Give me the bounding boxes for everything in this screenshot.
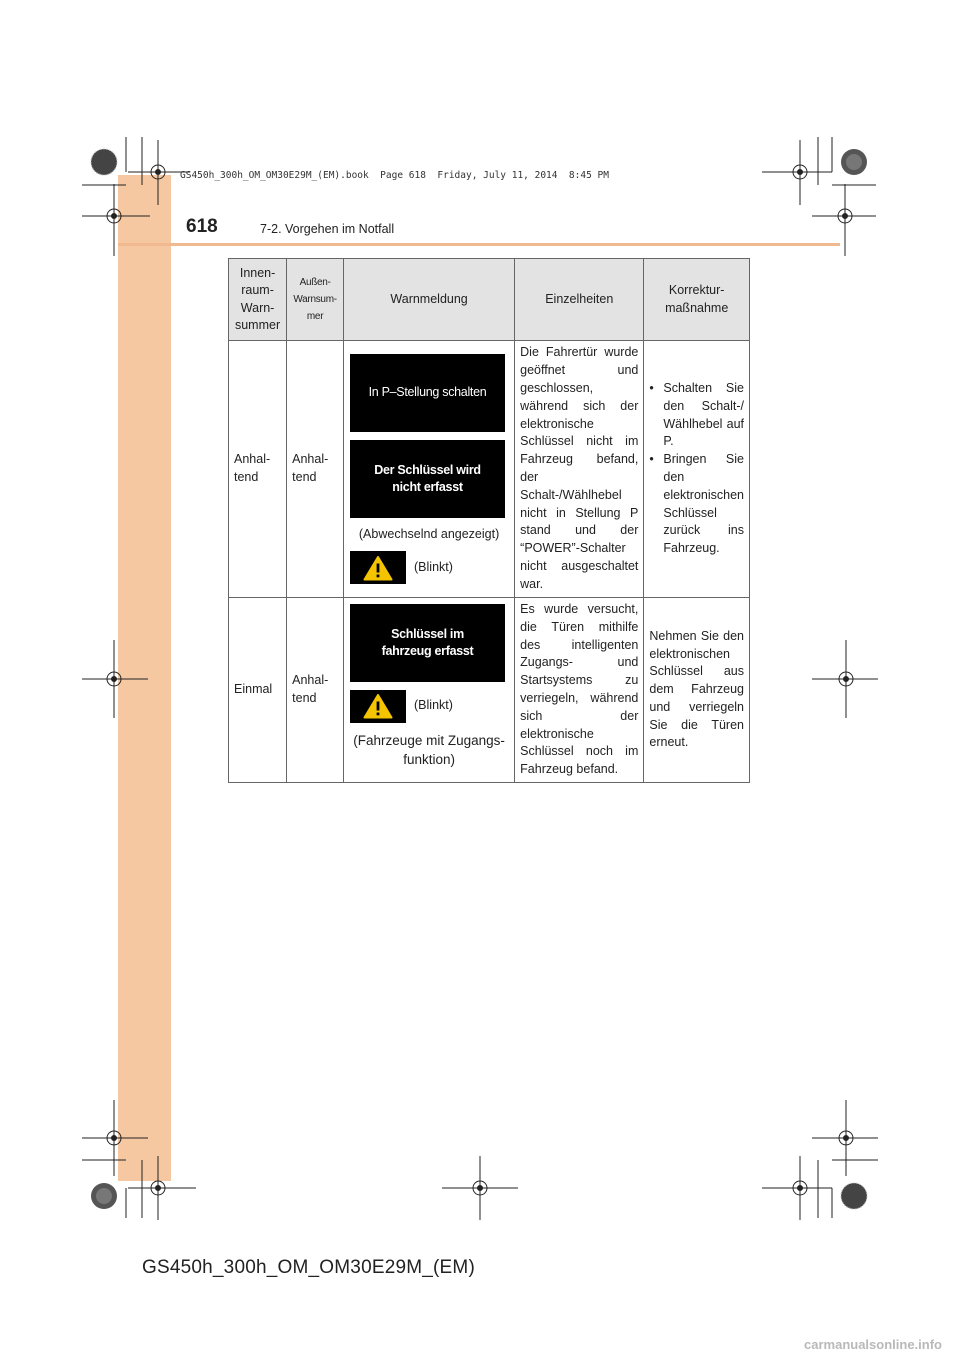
warning-table — [228, 258, 750, 783]
vehicle-variant-note: (Fahrzeuge mit Zugangs- funktion) — [353, 732, 505, 767]
action-item: • Schalten Sie den Schalt-/ Wählhebel auf P. — [649, 380, 744, 451]
site-watermark: carmanualsonline.info — [804, 1337, 942, 1352]
blink-label: (Blinkt) — [414, 698, 453, 713]
header-warning-message: Warnmeldung — [344, 259, 515, 341]
warning-message-cell — [344, 341, 515, 598]
page-number: 618 — [186, 216, 218, 237]
header-exterior-buzzer: Außen- Warnsum- mer — [287, 259, 344, 341]
warning-triangle-icon — [350, 551, 406, 584]
header-corrective-action: Korrektur- maßnahme — [644, 259, 750, 341]
message-display-key-not-detected: Der Schlüssel wird nicht erfasst — [350, 440, 505, 518]
print-info: GS450h_300h_OM_OM30E29M_(EM).book Page 618 Friday, July 11, 2014 8:45 PM — [180, 170, 609, 181]
message-display-shift-to-p: In P–Stellung schalten — [350, 354, 505, 432]
warning-triangle-icon — [350, 690, 406, 723]
action-item: • Bringen Sie den elektronischen Schlüssel zurück ins Fahrzeug. — [649, 451, 744, 558]
blink-label: (Blinkt) — [414, 559, 453, 574]
corrective-action-cell: Nehmen Sie den elektronischen Schlüssel aus dem Fahrzeug und verriegeln Sie die Türen erneut. — [644, 598, 750, 783]
warning-message-cell — [344, 598, 515, 783]
blink-indicator — [350, 690, 511, 723]
interior-buzzer-cell: Anhal- tend — [229, 341, 287, 598]
header-details: Einzelheiten — [515, 259, 644, 341]
table-row — [229, 598, 750, 783]
details-cell: Die Fahrertür wurde geöffnet und geschlossen, während sich der elektronische Schlüssel nicht im Fahrzeug befand, der Schalt-/Wählhebel nicht in Stellung P stand und der “POWER”-Schalter nicht ausgeschaltet war. — [515, 341, 644, 598]
header-interior-buzzer: Innen- raum- Warn- summer — [229, 259, 287, 341]
blink-indicator — [350, 551, 511, 584]
interior-buzzer-cell: Einmal — [229, 598, 287, 783]
exterior-buzzer-cell: Anhal- tend — [287, 341, 344, 598]
section-title: 7-2. Vorgehen im Notfall — [260, 222, 395, 236]
table-row — [229, 341, 750, 598]
exterior-buzzer-cell: Anhal- tend — [287, 598, 344, 783]
details-cell: Es wurde versucht, die Türen mithilfe des intelligenten Zugangs- und Startsystems zu verriegeln, während sich der elektronische Schlüssel noch im Fahrzeug befand. — [515, 598, 644, 783]
alternating-note: (Abwechselnd angezeigt) — [358, 526, 500, 541]
document-code: GS450h_300h_OM_OM30E29M_(EM) — [142, 1257, 475, 1278]
message-display-key-in-vehicle: Schlüssel im fahrzeug erfasst — [350, 604, 505, 682]
corrective-action-cell — [644, 341, 750, 598]
table-header-row — [229, 259, 750, 341]
